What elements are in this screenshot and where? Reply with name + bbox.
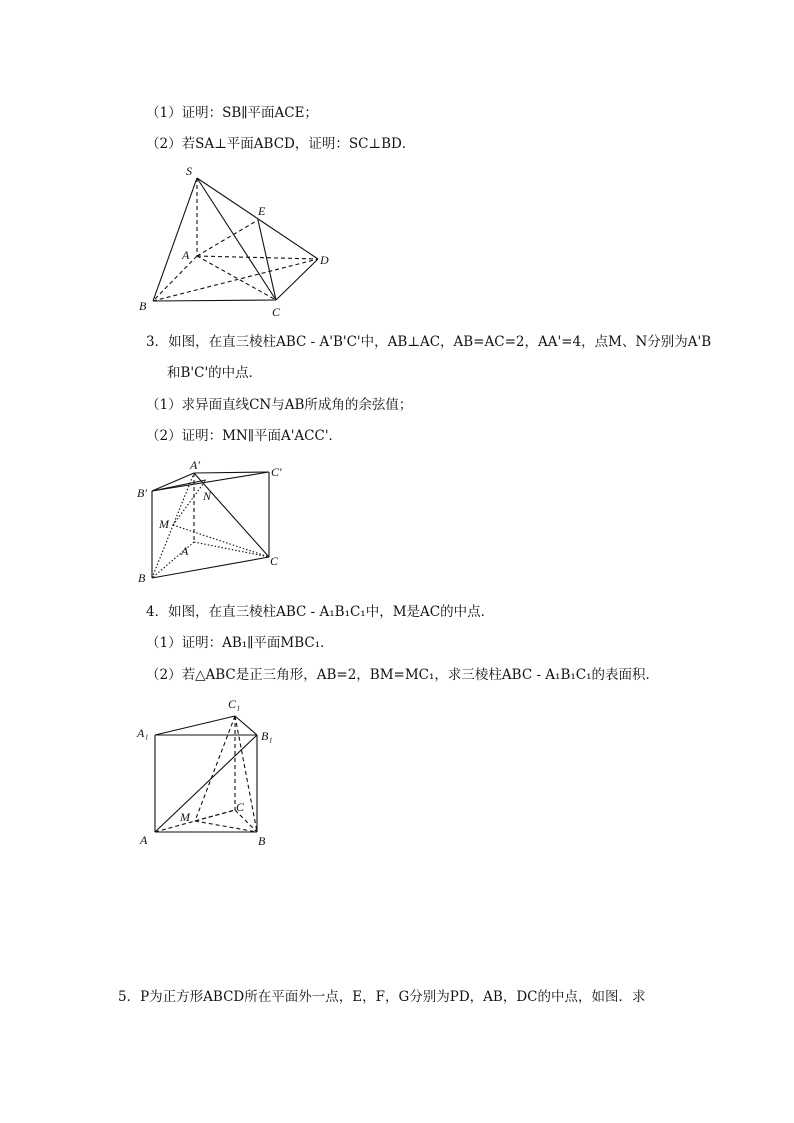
figure-prism-1 — [130, 450, 305, 590]
label-B1: B₁ — [261, 729, 273, 743]
label-B: B — [138, 571, 146, 585]
label-M: M — [180, 810, 190, 824]
q5-stem: 5．P为正方形ABCD所在平面外一点，E，F，G分别为PD，AB，DC的中点，如图．求 — [118, 989, 646, 1005]
label-B: B — [139, 299, 147, 313]
label-A: A — [140, 833, 148, 847]
q4-part2: （2）若△ABC是正三角形，AB=2，BM=MC₁，求三棱柱ABC - A₁B₁C₁的表面积． — [146, 667, 660, 683]
q2-part2: （2）若SA⊥平面ABCD，证明：SC⊥BD． — [146, 136, 416, 152]
figure-prism-2 — [130, 690, 290, 855]
figure-pyramid — [130, 160, 340, 320]
q4-stem: 4．如图，在直三棱柱ABC - A₁B₁C₁中，M是AC的中点． — [146, 604, 495, 620]
label-C-prime: C′ — [271, 465, 282, 479]
label-A-prime: A′ — [190, 458, 200, 472]
label-B-prime: B′ — [137, 486, 147, 500]
label-C: C — [236, 800, 245, 814]
q4-part1: （1）证明：AB₁∥平面MBC₁． — [146, 635, 334, 651]
q3-part1: （1）求异面直线CN与AB所成角的余弦值； — [146, 397, 413, 413]
label-D: D — [320, 253, 329, 267]
label-E: E — [258, 204, 266, 218]
q3-stem-line1: 3．如图，在直三棱柱ABC - A'B'C'中，AB⊥AC，AB=AC=2，AA'=4，点M、N分别为A'B — [146, 334, 712, 350]
label-A: A — [182, 248, 190, 262]
q3-stem-line2: 和B'C'的中点． — [167, 365, 263, 381]
label-A1: A₁ — [137, 726, 149, 740]
label-C: C — [270, 554, 279, 568]
label-A: A — [181, 544, 189, 558]
label-C: C — [272, 305, 281, 319]
label-S: S — [186, 164, 192, 178]
label-N: N — [203, 489, 212, 503]
q2-part1: （1）证明：SB∥平面ACE； — [146, 105, 318, 121]
label-B: B — [258, 834, 266, 848]
q3-part2: （2）证明：MN∥平面A'ACC'． — [146, 428, 343, 444]
label-C1: C₁ — [228, 697, 241, 711]
label-M: M — [159, 517, 169, 531]
